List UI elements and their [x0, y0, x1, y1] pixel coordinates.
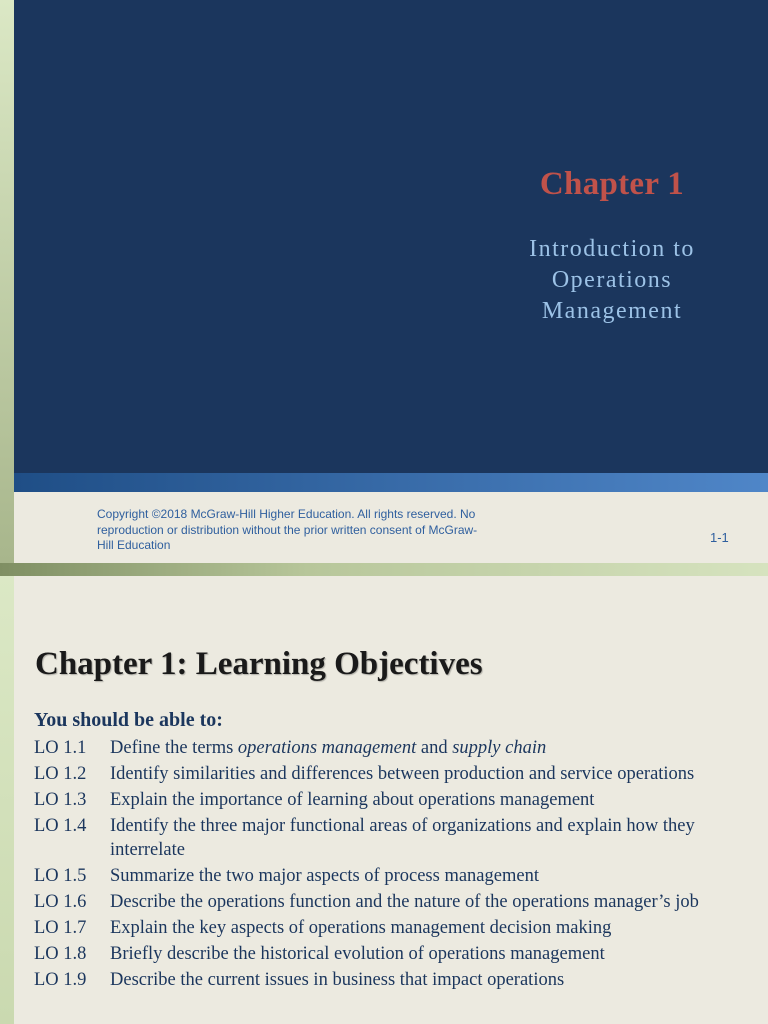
learning-objective-item [34, 864, 734, 888]
left-accent-strip [0, 576, 14, 1024]
objective-text: Identify similarities and differences between production and service operations [110, 764, 695, 784]
objective-code: LO 1.6 [34, 892, 87, 912]
objective-code: LO 1.7 [34, 918, 87, 938]
learning-objective-item [34, 916, 734, 940]
subtitle-line: Management [541, 298, 683, 324]
objective-text: Explain the importance of learning about operations management [110, 790, 595, 810]
objective-code: LO 1.2 [34, 764, 87, 784]
learning-objective-item [34, 788, 734, 812]
learning-objectives-list [34, 736, 734, 994]
objectives-slide [0, 576, 768, 1024]
objective-code: LO 1.4 [34, 816, 87, 836]
objective-text: Define the terms operations management and supply chain [110, 738, 547, 758]
objective-text: Describe the current issues in business that impact operations [110, 970, 565, 990]
objective-text: Describe the operations function and the nature of the operations manager’s job [110, 892, 699, 912]
objective-text: Summarize the two major aspects of process management [110, 866, 539, 886]
learning-objective-item [34, 762, 734, 786]
objective-code: LO 1.8 [34, 944, 87, 964]
objective-code: LO 1.1 [34, 738, 87, 758]
copyright-line: reproduction or distribution without the prior written consent of McGraw- [97, 522, 478, 537]
subtitle-line: Operations [551, 267, 673, 293]
objective-text: Identify the three major functional areas of organizations and explain how they interrelate [110, 816, 695, 860]
learning-objective-item [34, 968, 734, 992]
objective-code: LO 1.5 [34, 866, 87, 886]
objective-text: Explain the key aspects of operations management decision making [110, 918, 612, 938]
blue-band [14, 473, 768, 492]
chapter-title: Chapter 1 [539, 166, 685, 202]
learning-objective-item [34, 942, 734, 966]
subtitle-line: Introduction to [529, 236, 695, 262]
learning-objective-item [34, 814, 734, 862]
copyright-line: Copyright ©2018 McGraw-Hill Higher Education. All rights reserved. No [97, 507, 476, 521]
slide-number: 1-1 [710, 530, 729, 545]
copyright-line: Hill Education [97, 538, 171, 552]
learning-objective-item [34, 736, 734, 760]
objective-text: Briefly describe the historical evolution of operations management [110, 944, 605, 964]
objectives-intro: You should be able to: [34, 709, 223, 731]
objective-code: LO 1.9 [34, 970, 87, 990]
slide-heading: Chapter 1: Learning Objectives [35, 646, 483, 682]
copyright-notice [97, 507, 517, 554]
objective-code: LO 1.3 [34, 790, 87, 810]
slide-separator [0, 563, 768, 576]
left-accent-strip [0, 0, 14, 563]
chapter-subtitle [470, 234, 754, 327]
learning-objective-item [34, 890, 734, 914]
